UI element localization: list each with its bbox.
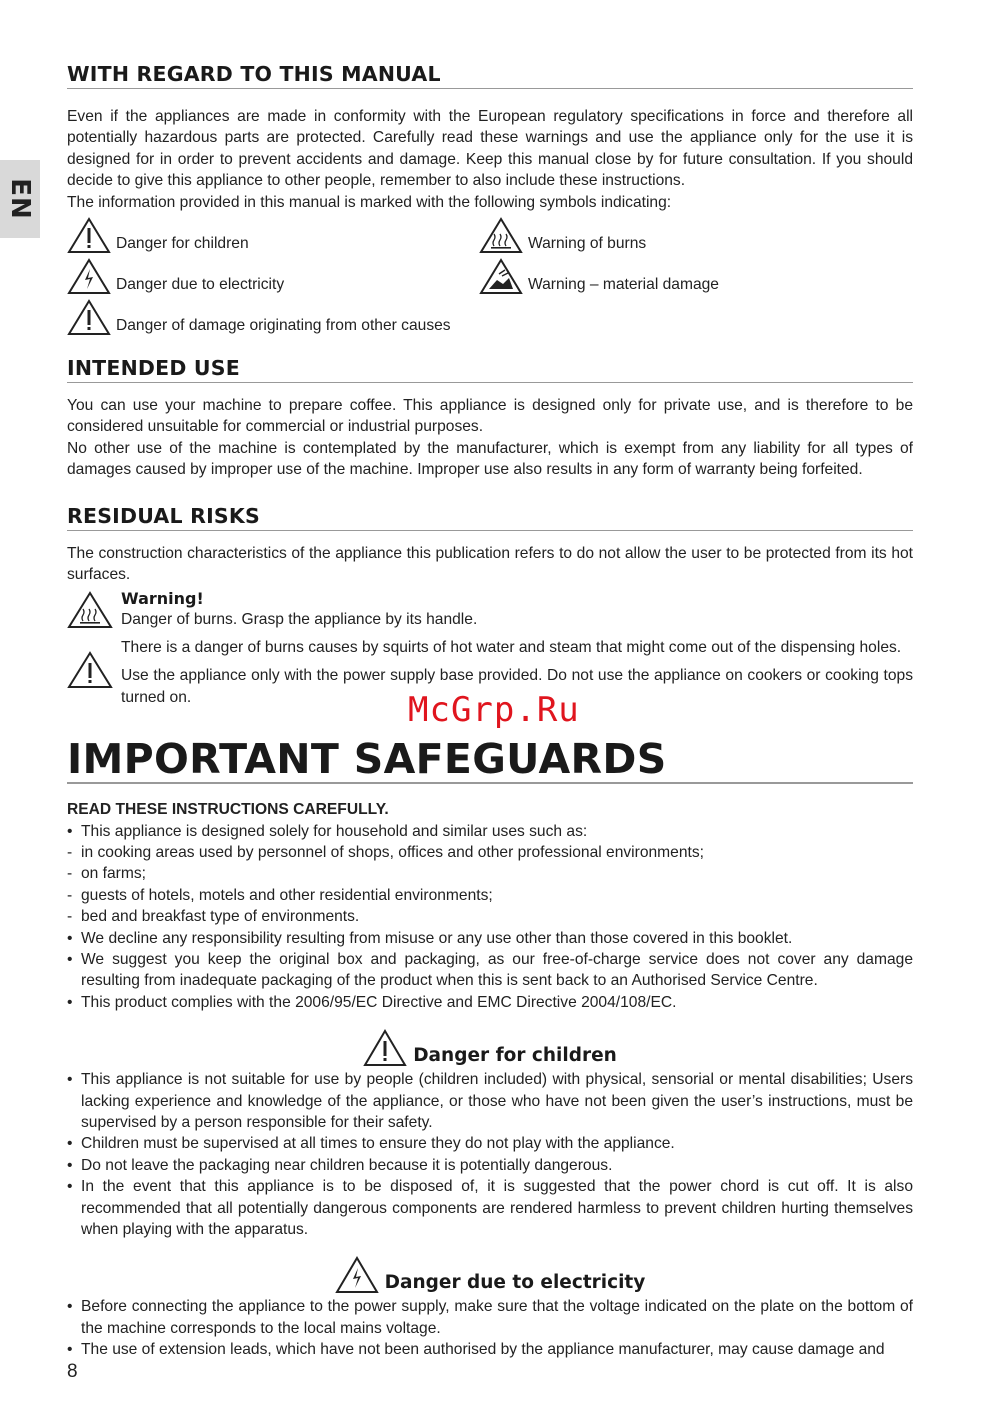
symbol-danger-electricity [67,258,479,295]
symbol-label: Danger for children [116,235,249,253]
warning-triangle-icon [67,651,113,689]
danger-line-2: Use the appliance only with the power supply base provided. Do not use the appliance on cookers or cooking tops turned on. [121,667,913,706]
list-item-text: We suggest you keep the original box and packaging, as our free-of-charge service does not cover any damage resulting from inadequate packaging of the product when this is sent back to an Authorised Service Centre. [81,950,913,990]
list-item [67,906,913,927]
list-item [67,1296,913,1339]
list-item [67,821,913,842]
electricity-icon [335,1256,379,1294]
list-marker: • [67,1156,73,1174]
list-item-text: in cooking areas used by personnel of shops, offices and other professional environments; [81,843,704,861]
list-item-text: This product complies with the 2006/95/EC Directive and EMC Directive 2004/108/EC. [81,993,677,1011]
list-item [67,1133,913,1154]
material-damage-icon [479,258,523,295]
page-number: 8 [67,1361,78,1382]
warning-title: Warning! [121,589,204,609]
danger-line-1: There is a danger of burns causes by squirts of hot water and steam that might come out of the dispensing holes. [121,638,902,656]
safeguards-title: IMPORTANT SAFEGUARDS [67,736,913,784]
warning-text: Danger of burns. Grasp the appliance by its handle. [121,611,478,629]
list-item [67,928,913,949]
list-marker: - [67,865,73,883]
symbol-warning-burns [479,217,899,254]
symbol-label: Warning of burns [528,235,647,253]
symbol-legend [67,217,913,336]
list-marker: • [67,950,73,968]
list-item-text: bed and breakfast type of environments. [81,908,360,926]
symbol-label: Danger of damage originating from other causes [116,317,451,335]
symbol-danger-children [67,217,479,254]
symbol-label: Warning – material damage [528,276,719,294]
list-item-text: on farms; [81,865,146,883]
language-tab-label: EN [5,178,35,220]
warning-triangle-icon [67,217,111,254]
children-list [67,1069,913,1240]
electricity-icon [67,258,111,295]
list-item [67,992,913,1013]
warning-triangle-icon [363,1029,407,1067]
list-item-text: This appliance is not suitable for use by people (children included) with physical, sensorial or mental disabilities; Users lacking experience and knowledge of the appliance, or those who have not been given the user’s instructions, must be supervised by a person responsible for their safety. [81,1071,913,1131]
children-heading-label: Danger for children [413,1045,617,1067]
section-title-intended-use: INTENDED USE [67,356,913,383]
list-item-text: Do not leave the packaging near children because it is potentially dangerous. [81,1156,613,1174]
list-marker: • [67,1071,73,1089]
list-item [67,885,913,906]
hot-surface-icon [479,217,523,254]
intended-paragraph-2: No other use of the machine is contemplated by the manufacturer, which is exempt from any liability for all types of damages caused by improper use of the machine. Improper use also results in any form of warranty being forfeited. [67,439,913,479]
list-item [67,949,913,992]
list-item [67,1155,913,1176]
list-item [67,842,913,863]
list-item [67,863,913,884]
list-marker: • [67,1135,73,1153]
list-item-text: guests of hotels, motels and other residential environments; [81,886,493,904]
list-item-text: Children must be supervised at all times to ensure they do not play with the appliance. [81,1135,675,1153]
list-item [67,1069,913,1133]
watermark: McGrp.Ru [408,690,580,730]
symbol-label: Danger due to electricity [116,276,285,294]
list-item-text: This appliance is designed solely for household and similar uses such as: [81,822,588,840]
language-tab [0,160,40,238]
list-item-text: In the event that this appliance is to be disposed of, it is suggested that the power chord is cut off. It is also recommended that all potentially dangerous components are rendered harmless to prevent children hurting themselves when playing with the apparatus. [81,1178,913,1238]
list-item-text: The use of extension leads, which have not been authorised by the appliance manufacturer, may cause damage and [81,1341,885,1359]
electricity-heading-label: Danger due to electricity [384,1272,646,1294]
electricity-heading [67,1254,913,1294]
warning-burns-block [67,588,913,630]
list-marker: • [67,1178,73,1196]
section-title-residual-risks: RESIDUAL RISKS [67,504,913,531]
list-item [67,1339,913,1360]
list-item [67,1176,913,1240]
symbol-danger-other [67,299,899,336]
list-item-text: We decline any responsibility resulting from misuse or any use other than those covered in this booklet. [81,929,793,947]
warning-triangle-icon [67,299,111,336]
list-marker: • [67,993,73,1011]
manual-paragraph-1: Even if the appliances are made in conformity with the European regulatory specifications in force and therefore all potentially hazardous parts are protected. Carefully read these warnings and use the appliance only for the use it is designed for in order to prevent accidents and damage. Keep this manual close by for future consultation. If you should decide to give this appliance to other people, remember to also include these instructions. [67,108,913,190]
list-marker: • [67,1298,73,1316]
symbol-warning-material [479,258,899,295]
manual-paragraph-2: The information provided in this manual is marked with the following symbols indicating: [67,193,672,211]
safeguards-list [67,821,913,1014]
list-marker: - [67,886,73,904]
hot-surface-icon [67,591,113,629]
read-instructions-line: READ THESE INSTRUCTIONS CAREFULLY. [67,801,389,819]
residual-paragraph-1: The construction characteristics of the appliance this publication refers to do not allow the user to be protected from its hot surfaces. [67,544,913,584]
section-title-manual: WITH REGARD TO THIS MANUAL [67,62,913,89]
children-heading [67,1027,913,1067]
list-marker: • [67,822,73,840]
intended-paragraph-1: You can use your machine to prepare coffee. This appliance is designed only for private use, and is therefore to be considered unsuitable for commercial or industrial purposes. [67,397,913,436]
list-item-text: Before connecting the appliance to the power supply, make sure that the voltage indicated on the plate on the bottom of the machine corresponds to the local mains voltage. [81,1298,913,1337]
electricity-list [67,1296,913,1360]
list-marker: - [67,843,73,861]
list-marker: • [67,929,73,947]
list-marker: - [67,908,73,926]
list-marker: • [67,1341,73,1359]
